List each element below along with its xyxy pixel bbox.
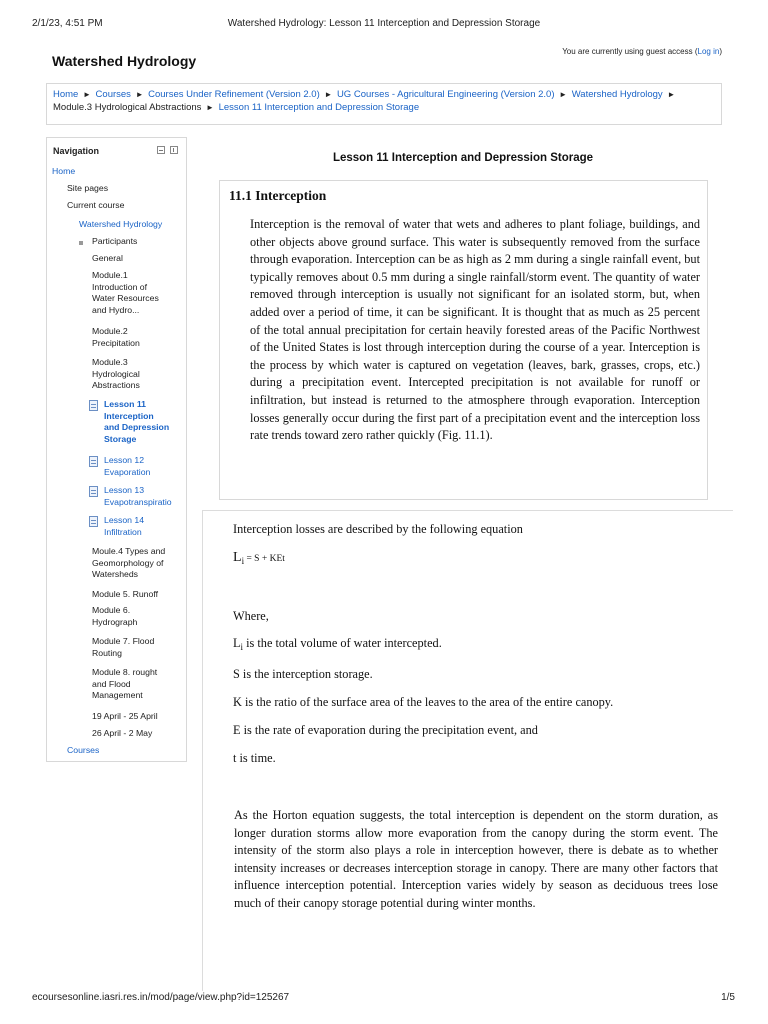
nav-module5-line: Module 5. Runoff — [92, 589, 159, 599]
definition-L-text: is the total volume of water intercepted. — [243, 636, 442, 650]
nav-module4[interactable] — [92, 546, 165, 581]
nav-current-course[interactable]: Current course — [67, 200, 125, 210]
print-document-title: Watershed Hydrology: Lesson 11 Interception and Depression Storage — [227, 18, 541, 29]
page-icon — [89, 456, 98, 467]
nav-lesson12-line: Evaporation — [104, 466, 151, 477]
nav-module7-line: Module 7. Flood — [92, 636, 155, 646]
breadcrumb-courses-under-refinement[interactable]: Courses Under Refinement (Version 2.0) — [148, 89, 320, 100]
nav-module1-line: Module.1 — [92, 270, 128, 280]
page-icon — [89, 516, 98, 527]
breadcrumb-ug-courses[interactable]: UG Courses - Agricultural Engineering (Version 2.0) — [336, 89, 555, 100]
definition-L-subscript: i — [240, 642, 244, 652]
nav-lesson14-line: Lesson 14 — [104, 515, 145, 525]
nav-lesson13-line: Evapotranspiratio — [104, 496, 172, 507]
equation-content-area — [202, 510, 733, 991]
nav-lesson11-line: Lesson 11 — [104, 399, 147, 409]
site-title: Watershed Hydrology — [52, 53, 197, 69]
definition-E: E is the rate of evaporation during the precipitation event, and — [233, 723, 538, 737]
equation-L: L — [233, 550, 242, 565]
breadcrumb-separator: ► — [324, 90, 333, 99]
login-info-close: ) — [719, 47, 722, 56]
nav-module1-line: and Hydro... — [92, 304, 140, 315]
login-link[interactable]: Log in — [697, 47, 720, 56]
dock-block-icon[interactable] — [170, 146, 178, 154]
print-footer — [0, 992, 768, 1006]
where-label: Where, — [233, 609, 269, 623]
nav-module3-line: Hydrological — [92, 368, 140, 379]
nav-participants[interactable]: Participants — [92, 236, 138, 246]
nav-module8-line: Management — [92, 690, 143, 700]
definition-t: t is time. — [233, 751, 276, 765]
page-icon — [89, 486, 98, 497]
nav-home[interactable]: Home — [52, 166, 76, 176]
nav-module4-line: Moule.4 Types and — [92, 546, 166, 556]
print-timestamp: 2/1/23, 4:51 PM — [32, 18, 103, 29]
page-url: ecoursesonline.iasri.res.in/mod/page/view.php?id=125267 — [32, 992, 290, 1003]
page-icon — [89, 400, 98, 411]
nav-module2[interactable] — [92, 326, 140, 349]
nav-lesson12-line: Lesson 12 — [104, 455, 145, 465]
nav-module6-line: Module 6. — [92, 605, 131, 615]
login-info — [562, 47, 722, 56]
nav-course-watershed-hydrology[interactable]: Watershed Hydrology — [79, 219, 163, 229]
definition-K: K is the ratio of the surface area of the leaves to the area of the entire canopy. — [233, 695, 614, 709]
nav-module3-line: Abstractions — [92, 380, 140, 390]
nav-lesson14[interactable] — [104, 515, 144, 538]
nav-lesson12[interactable] — [104, 455, 150, 478]
print-header — [0, 18, 768, 32]
nav-lesson11-line: Interception — [104, 410, 154, 421]
navigation-heading: Navigation — [53, 146, 100, 156]
nav-module1[interactable] — [92, 270, 159, 316]
definition-L — [233, 635, 442, 655]
nav-week-19-april[interactable]: 19 April - 25 April — [92, 711, 158, 721]
section-11-1-box — [219, 180, 708, 500]
breadcrumb-separator: ► — [82, 90, 91, 99]
equation-rhs: = S + KEt — [244, 554, 285, 564]
breadcrumb — [46, 83, 722, 125]
breadcrumb-separator: ► — [135, 90, 144, 99]
nav-lesson14-line: Infiltration — [104, 526, 142, 537]
nav-general[interactable]: General — [92, 253, 123, 263]
nav-lesson13[interactable] — [104, 485, 172, 508]
section-paragraph: Interception is the removal of water that wets and adheres to plant foliage, buildings, and other objects above ground surface. This water is subsequently removed from the surface through evaporation. Interception can be as high as 2 mm during a single rainfall event, but typically removes about 0.5 mm during a single rainfall/storm event. The quantity of water removed through interception is usually not significant for an isolated storm, but, when added over a period of time, it can be significant. It is thought that as much as 25 percent of the total annual precipitation for certain heavily forested areas of the Pacific Northwest of the United States is lost through interception during the course of a year. Interception is the process by which water is captured on vegetation (leaves, bark, grasses, crops, etc.) during a precipitation event. Intercepted precipitation is not available for runoff or infiltration, but instead is returned to the atmosphere through evaporation. Interception losses generally occur during the first part of a precipitation event and the interception loss rate trends toward zero rather quickly (Fig. 11.1). — [250, 217, 700, 443]
nav-module5[interactable] — [92, 589, 158, 601]
nav-week-26-april[interactable]: 26 April - 2 May — [92, 728, 153, 738]
horton-paragraph: As the Horton equation suggests, the total interception is dependent on the storm duration, as longer duration storms allow more evaporation from the canopy during the storm event. The intensity of the storm also plays a role in interception however, there is debate as to whether intensity increases or decreases interception storage in canopy. There are many other factors that influence interception potential. Interception varies widely by season as deciduous trees lose much of their canopy storage potential during winter months. — [234, 808, 718, 910]
breadcrumb-courses[interactable]: Courses — [95, 89, 131, 100]
nav-site-pages[interactable]: Site pages — [67, 183, 109, 193]
breadcrumb-lesson11[interactable]: Lesson 11 Interception and Depression Storage — [218, 102, 420, 113]
nav-module4-line: Watersheds — [92, 569, 139, 579]
nav-module6-line: Hydrograph — [92, 616, 138, 627]
nav-module2-line: Precipitation — [92, 337, 140, 348]
page-number: 1/5 — [721, 992, 735, 1003]
login-info-text: You are currently using guest access ( — [562, 47, 698, 56]
navigation-block — [46, 137, 187, 762]
nav-lesson13-line: Lesson 13 — [104, 485, 145, 495]
nav-module2-line: Module.2 — [92, 326, 128, 336]
nav-lesson11[interactable] — [104, 399, 169, 445]
nav-module8[interactable] — [92, 667, 157, 702]
lesson-title: Lesson 11 Interception and Depression Storage — [332, 152, 594, 164]
nav-module4-line: Geomorphology of — [92, 557, 164, 568]
nav-module3-line: Module.3 — [92, 357, 128, 367]
section-heading: 11.1 Interception — [229, 188, 327, 203]
nav-module7-line: Routing — [92, 647, 122, 658]
nav-courses[interactable]: Courses — [67, 745, 100, 755]
equation — [233, 549, 285, 569]
breadcrumb-module3: Module.3 Hydrological Abstractions — [53, 102, 202, 113]
equation-intro: Interception losses are described by the following equation — [233, 522, 523, 536]
breadcrumb-watershed-hydrology[interactable]: Watershed Hydrology — [571, 89, 663, 100]
nav-module1-line: Introduction of — [92, 281, 148, 292]
definition-S: S is the interception storage. — [233, 667, 373, 681]
nav-module8-line: and Flood — [92, 678, 131, 689]
nav-module6[interactable] — [92, 605, 137, 628]
minimize-block-icon[interactable] — [157, 146, 165, 154]
nav-lesson11-line: Storage — [104, 433, 137, 444]
breadcrumb-separator: ► — [206, 103, 214, 112]
nav-module1-line: Water Resources — [92, 293, 159, 303]
equation-subscript: i — [241, 556, 245, 566]
bullet-icon — [79, 241, 83, 245]
nav-module7[interactable] — [92, 636, 154, 659]
breadcrumb-home[interactable]: Home — [53, 89, 79, 100]
nav-module3[interactable] — [92, 357, 140, 392]
breadcrumb-separator: ► — [559, 90, 568, 99]
definition-L-symbol: L — [233, 636, 241, 650]
breadcrumb-separator: ► — [667, 90, 676, 99]
nav-lesson11-line: and Depression — [104, 422, 170, 432]
nav-module8-line: Module 8. rought — [92, 667, 158, 677]
